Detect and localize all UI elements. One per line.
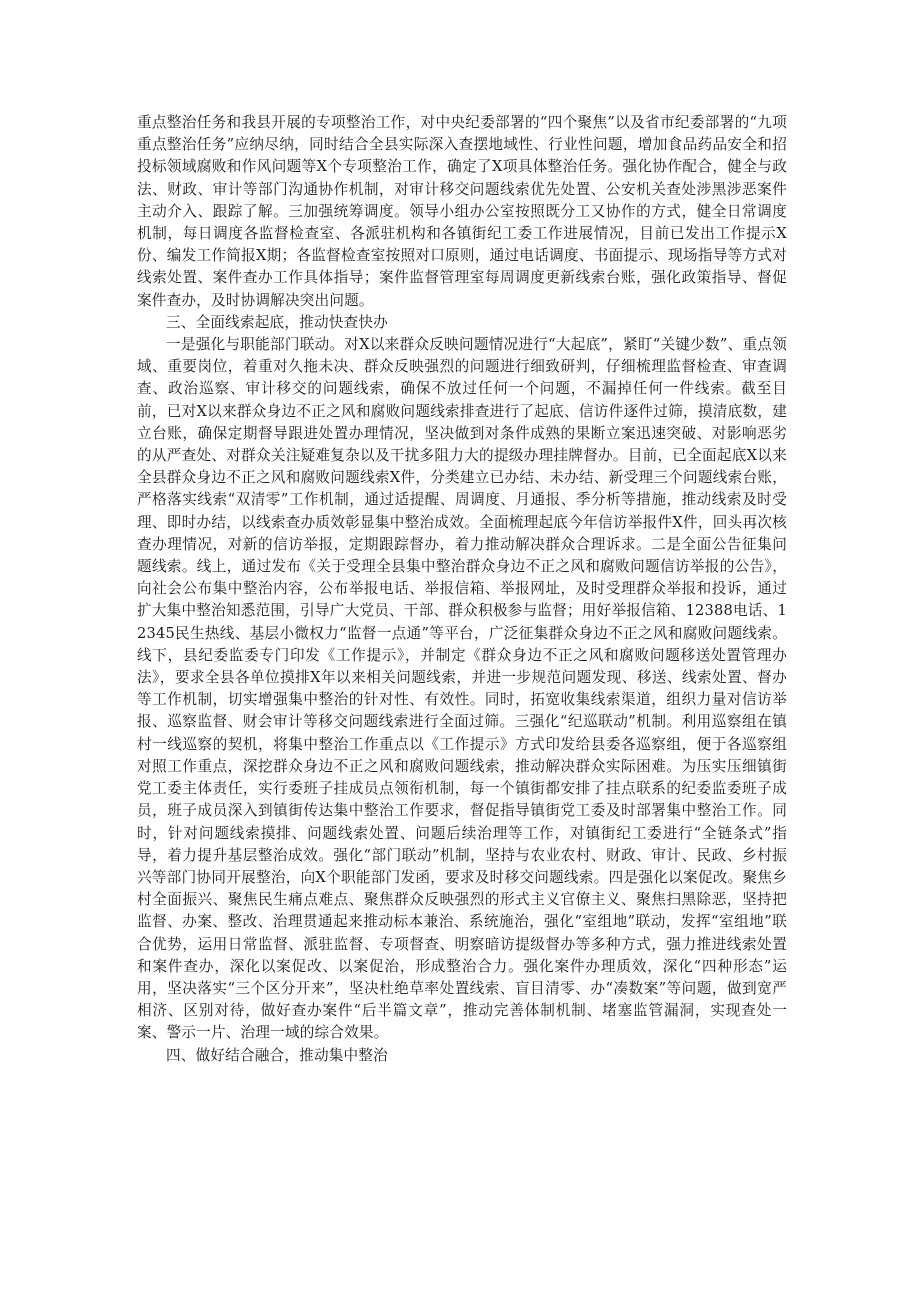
paragraph-2: 一是强化与职能部门联动。对X以来群众反映问题情况进行“大起底”，紧盯“关键少数”、重点领域、重要岗位，着重对久拖未决、群众反映强烈的问题进行细致研判，仔细梳理监督检查、审查调查、政治巡察、审计移交的问题线索，确保不放过任何一个问题，不漏掉任何一件线索。截至目前，已对X以来群众身边不正之风和腐败问题线索排查进行了起底、信访件逐件过筛，摸清底数，建立台账，确保定期督导跟进处置办理情况，坚决做到对条件成熟的果断立案迅速突破、对影响恶劣的从严查处、对群众关注疑难复杂以及干扰多阻力大的提级办理挂牌督办。目前，已全面起底X以来全县群众身边不正之风和腐败问题线索X件，分类建立已办结、未办结、新受理三个问题线索台账，严格落实线索“双清零”工作机制，通过适提醒、周调度、月通报、季分析等措施，推动线索及时受理、即时办结，以线索查办质效彰显集中整治成效。全面梳理起底今年信访举报件X件，回头再次核查办理情况，对新的信访举报，定期跟踪督办，着力推动解决群众合理诉求。二是全面公告征集问题线索。线上，通过发布《关于受理全县集中整治群众身边不正之风和腐败问题信访举报的公告》，向社会公布集中整治内容，公布举报电话、举报信箱、举报网址，及时受理群众举报和投诉，通过扩大集中整治知悉范围，引导广大党员、干部、群众积极参与监督；用好举报信箱、12388电话、12345民生热线、基层小微权力“监督一点通”等平台，广泛征集群众身边不正之风和腐败问题线索。线下，县纪委监委专门印发《工作提示》，并制定《群众身边不正之风和腐败问题移送处置管理办法》，要求全县各单位摸排X年以来相关问题线索，并进一步规范问题发现、移送、线索处置、督办等工作机制，切实增强集中整治的针对性、有效性。同时，拓宽收集线索渠道，组织力量对信访举报、巡察监督、财会审计等移交问题线索进行全面过筛。三强化“纪巡联动”机制。利用巡察组在镇村一线巡察的契机，将集中整治工作重点以《工作提示》方式印发给县委各巡察组，便于各巡察组对照工作重点，深挖群众身边不正之风和腐败问题线索，推动解决群众实际困难。为压实压细镇街党工委主体责任，实行委班子挂成员点领衔机制，每一个镇街都安排了挂点联系的纪委监委班子成员，班子成员深入到镇街传达集中整治工作要求，督促指导镇街党工委及时部署集中整治工作。同时，针对问题线索摸排、问题线索处置、问题后续治理等工作，对镇街纪工委进行“全链条式”指导，着力提升基层整治成效。强化“部门联动”机制，坚持与农业农村、财政、审计、民政、乡村振兴等部门协同开展整治，向X个职能部门发函，要求及时移交问题线索。四是强化以案促改。聚焦乡村全面振兴、聚焦民生痛点难点、聚焦群众反映强烈的形式主义官僚主义、聚焦扫黑除恶，坚持把监督、办案、整改、治理贯通起来推动标本兼治、系统施治，强化“室组地”联动，发挥“室组地”联合优势，运用日常监督、派驻监督、专项督查、明察暗访提级督办等多种方式，强力推进线索处置和案件查办，深化以案促改、以案促治，形成整治合力。强化案件办理质效，深化“四种形态”运用，坚决落实“三个区分开来”，坚决杜绝草率处置线索、盲目清零、办“凑数案”等问题，做到宽严相济、区别对待，做好查办案件“后半篇文章”，推动完善体制机制、堵塞监管漏洞，实现查处一案、警示一片、治理一域的综合效果。 [137,336,787,1042]
paragraph-1: 重点整治任务和我县开展的专项整治工作，对中央纪委部署的“四个聚焦”以及省市纪委部署的“九项重点整治任务”应纳尽纳，同时结合全县实际深入查摆地域性、行业性问题，增加食品药品安全和招投标领域腐败和作风问题等X个专项整治工作，确定了X项具体整治任务。强化协作配合，健全与政法、财政、审计等部门沟通协作机制，对审计移交问题线索优先处置、公安机关查处涉黑涉恶案件主动介入、跟踪了解。三加强统筹调度。领导小组办公室按照既分工又协作的方式，健全日常调度机制，每日调度各监督检查室、各派驻机构和各镇街纪工委工作进展情况，目前已发出工作提示X份、编发工作简报X期；各监督检查室按照对口原则，通过电话调度、书面提示、现场指导等方式对线索处置、案件查办工作具体指导；案件监督管理室每周调度更新线索台账，强化政策指导、督促案件查办，及时协调解决突出问题。 [137,114,787,309]
document-page [137,112,787,1067]
section-heading-3: 三、全面线索起底，推动快查快办 [166,313,388,331]
section-heading-4: 四、做好结合融合，推动集中整治 [166,1046,388,1064]
